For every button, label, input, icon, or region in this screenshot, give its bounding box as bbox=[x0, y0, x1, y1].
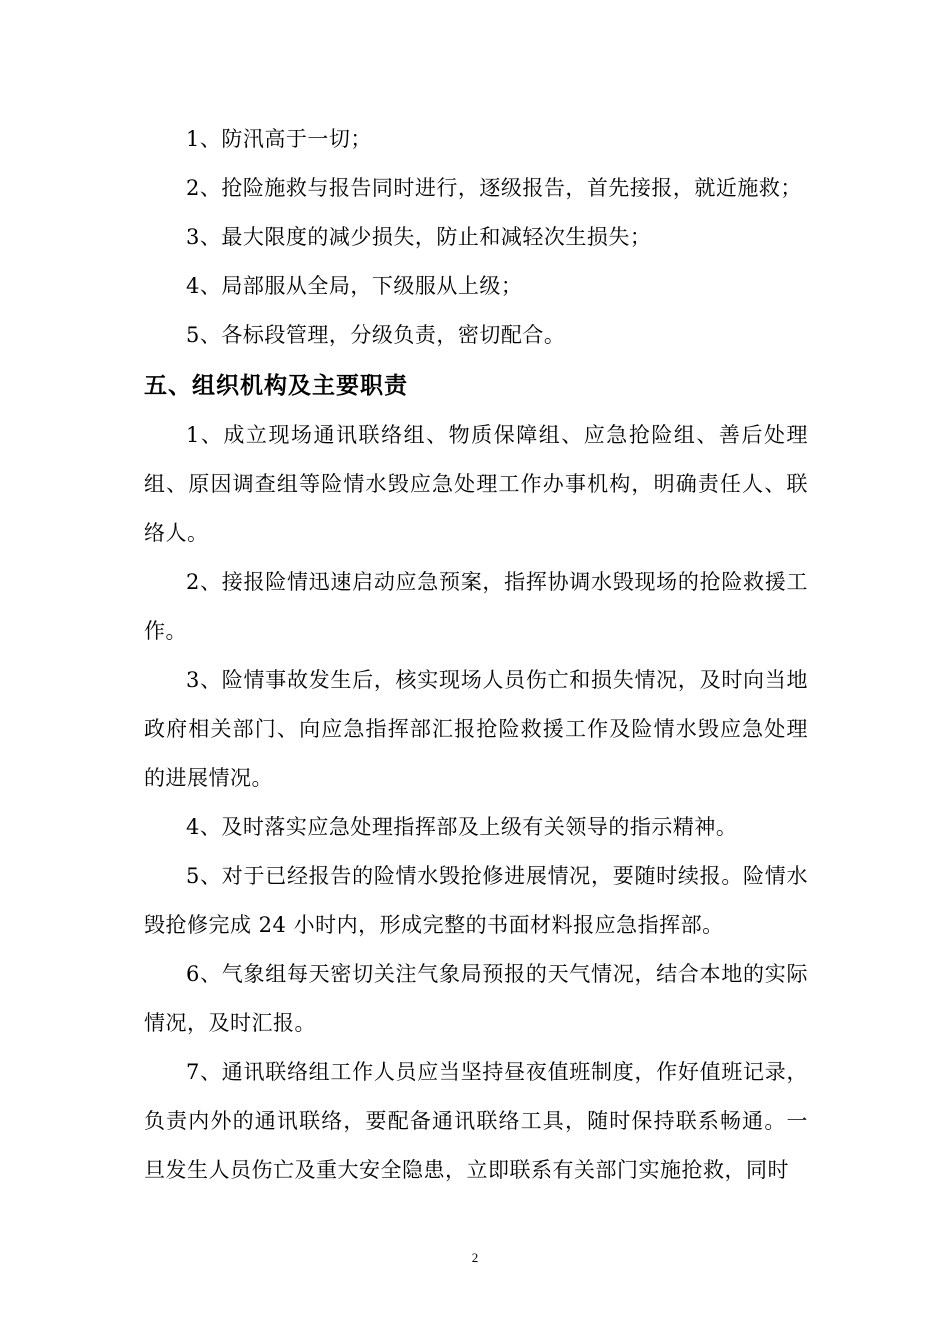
page-number: 2 bbox=[471, 1250, 479, 1265]
document-body bbox=[144, 115, 808, 1195]
duty-item: 5、对于已经报告的险情水毁抢修进展情况，要随时续报。险情水毁抢修完成 24 小时内，形成完整的书面材料报应急指挥部。 bbox=[144, 864, 808, 937]
principle-item: 4、局部服从全局，下级服从上级； bbox=[186, 274, 523, 298]
duty-item: 1、成立现场通讯联络组、物质保障组、应急抢险组、善后处理组、原因调查组等险情水毁应急处理工作办事机构，明确责任人、联络人。 bbox=[144, 423, 808, 545]
duty-item: 2、接报险情迅速启动应急预案，指挥协调水毁现场的抢险救援工作。 bbox=[144, 570, 808, 643]
principle-item: 1、防汛高于一切； bbox=[186, 127, 372, 151]
duty-item: 7、通讯联络组工作人员应当坚持昼夜值班制度，作好值班记录，负责内外的通讯联络，要配备通讯联络工具，随时保持联系畅通。一旦发生人员伤亡及重大安全隐患，立即联系有关部门实施抢救，同时 bbox=[144, 1060, 808, 1182]
duty-item: 6、气象组每天密切关注气象局预报的天气情况，结合本地的实际情况，及时汇报。 bbox=[144, 962, 808, 1035]
principle-item: 5、各标段管理，分级负责，密切配合。 bbox=[186, 323, 566, 347]
section-heading: 五、组织机构及主要职责 bbox=[144, 372, 408, 399]
principle-item: 2、抢险施救与报告同时进行，逐级报告，首先接报，就近施救； bbox=[186, 176, 802, 200]
duty-item: 3、险情事故发生后，核实现场人员伤亡和损失情况，及时向当地政府相关部门、向应急指挥部汇报抢险救援工作及险情水毁应急处理的进展情况。 bbox=[144, 668, 808, 790]
duty-item: 4、及时落实应急处理指挥部及上级有关领导的指示精神。 bbox=[186, 815, 738, 839]
principle-item: 3、最大限度的减少损失，防止和减轻次生损失； bbox=[186, 225, 652, 249]
